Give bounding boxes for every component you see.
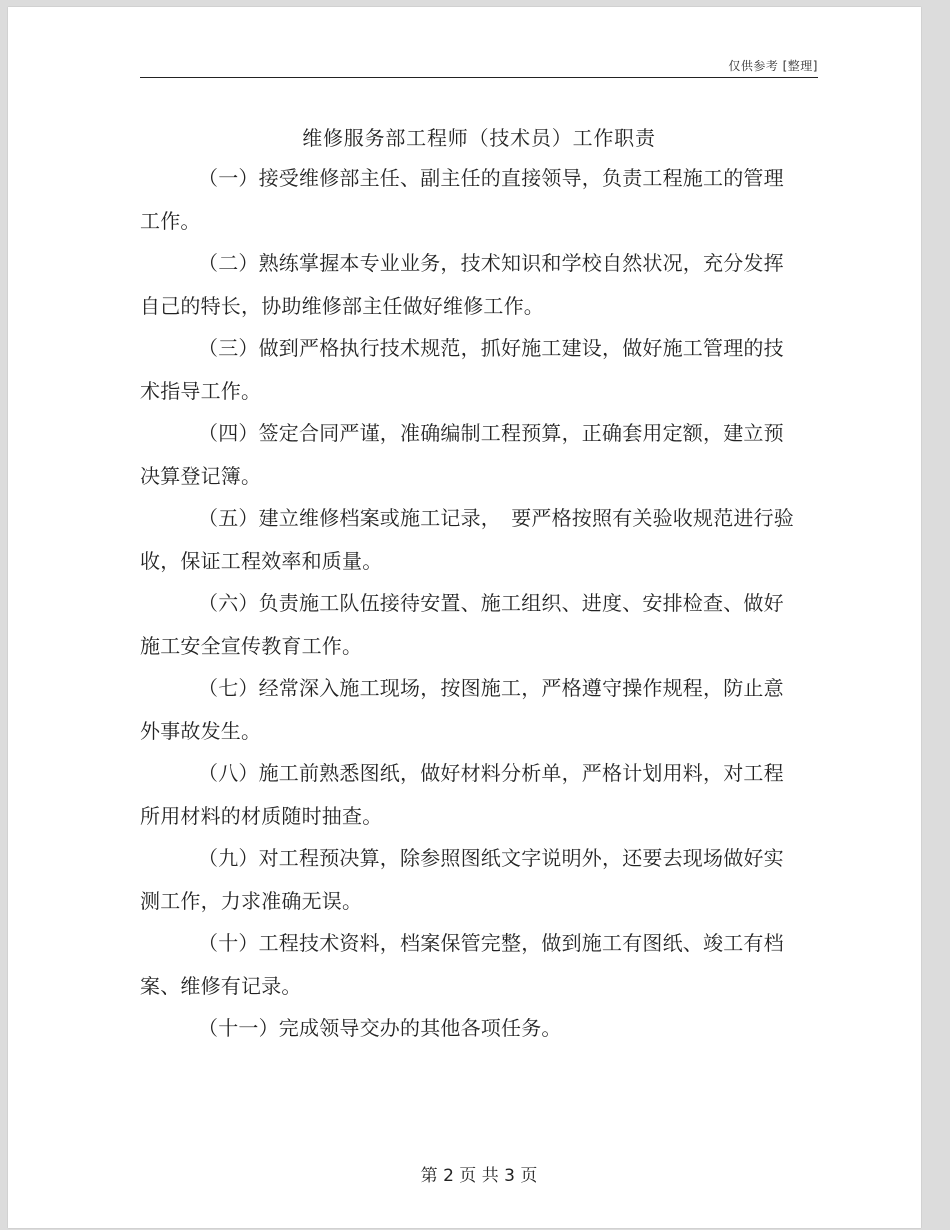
paragraph-line: 施工安全宣传教育工作。 <box>140 633 363 658</box>
paragraph-line: 案、维修有记录。 <box>140 973 302 998</box>
page-number: 第 2 页 共 3 页 <box>420 1166 538 1186</box>
duty-paragraph <box>140 412 818 497</box>
paragraph-line: （十）工程技术资料，档案保管完整，做到施工有图纸、竣工有档 <box>198 931 784 955</box>
paragraph-line: 工作。 <box>140 208 201 233</box>
duty-paragraph <box>140 327 818 412</box>
duty-paragraph <box>140 922 818 1007</box>
paragraph-line: （一）接受维修部主任、副主任的直接领导，负责工程施工的管理 <box>198 166 784 190</box>
paragraph-line: （六）负责施工队伍接待安置、施工组织、进度、安排检查、做好 <box>198 591 784 615</box>
paragraph-line: （四）签定合同严谨，准确编制工程预算，正确套用定额，建立预 <box>198 421 784 445</box>
duty-paragraph <box>140 667 818 752</box>
duty-paragraph <box>140 752 818 837</box>
document-page <box>8 7 921 1228</box>
paragraph-line: 测工作，力求准确无误。 <box>140 888 363 913</box>
paragraph-line: （五）建立维修档案或施工记录， 要严格按照有关验收规范进行验 <box>198 506 794 530</box>
paragraph-line: 收，保证工程效率和质量。 <box>140 548 383 573</box>
duty-paragraph <box>140 582 818 667</box>
paragraph-line: （九）对工程预决算，除参照图纸文字说明外，还要去现场做好实 <box>198 846 784 870</box>
paragraph-line: （三）做到严格执行技术规范，抓好施工建设，做好施工管理的技 <box>198 336 784 360</box>
duty-paragraph <box>140 157 818 242</box>
paragraph-line: （二）熟练掌握本专业业务，技术知识和学校自然状况，充分发挥 <box>198 251 784 275</box>
paragraph-line: 外事故发生。 <box>140 718 262 743</box>
page-header <box>140 55 818 78</box>
duty-paragraph <box>140 837 818 922</box>
duty-paragraph <box>140 1007 818 1050</box>
header-label: 仅供参考 [整理] <box>728 59 818 73</box>
paragraph-line: 决算登记簿。 <box>140 463 262 488</box>
paragraph-line: 术指导工作。 <box>140 378 262 403</box>
paragraph-line: （八）施工前熟悉图纸，做好材料分析单，严格计划用料，对工程 <box>198 761 784 785</box>
duty-paragraph <box>140 242 818 327</box>
paragraph-line: 自己的特长，协助维修部主任做好维修工作。 <box>140 293 544 318</box>
duty-paragraph <box>140 497 818 582</box>
paragraph-line: （七）经常深入施工现场，按图施工，严格遵守操作规程，防止意 <box>198 676 784 700</box>
document-body <box>140 157 818 1050</box>
paragraph-line: （十一）完成领导交办的其他各项任务。 <box>198 1016 562 1040</box>
document-title: 维修服务部工程师（技术员）工作职责 <box>302 126 656 150</box>
paragraph-line: 所用材料的材质随时抽查。 <box>140 803 383 828</box>
